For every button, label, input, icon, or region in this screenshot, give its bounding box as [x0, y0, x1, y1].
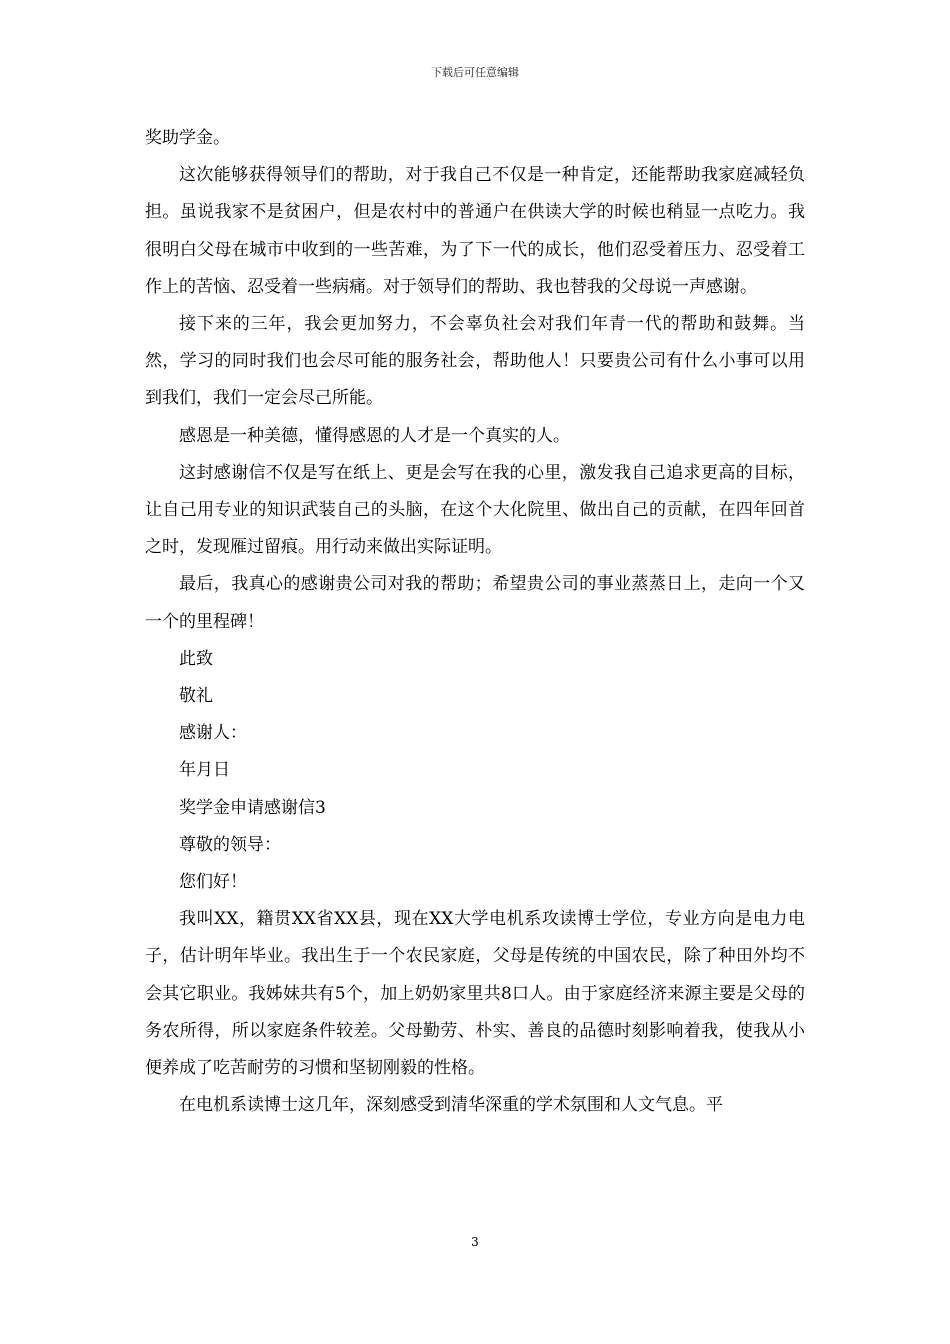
paragraph-continuation: 奖助学金。: [145, 128, 230, 148]
signature-label: 感谢人：: [179, 723, 247, 744]
closing-regards: 敬礼: [179, 686, 213, 707]
paragraph-letter-purpose: 这封感谢信不仅是写在纸上、更是会写在我的心里，激发我自己追求更高的目标，让自己用专业的知识武装自己的头脑，在这个大化院里、做出自己的贡献，在四年回首之时，发现雁过留痕。用行动来做出实际证明。: [145, 462, 805, 558]
section-title: 奖学金申请感谢信3: [179, 797, 326, 818]
page-header: 下载后可任意编辑: [431, 66, 519, 79]
letter-hello: 您们好！: [179, 872, 247, 893]
paragraph-gratitude-help: 这次能够获得领导们的帮助，对于我自己不仅是一种肯定，还能帮助我家庭减轻负担。虽说我家不是贫困户，但是农村中的普通户在供读大学的时候也稍显一点吃力。我很明白父母在城市中收到的一些苦难，为了下一代的成长，他们忍受着压力、忍受着工作上的苦恼、忍受着一些病痛。对于领导们的帮助、我也替我的父母说一声感谢。: [145, 165, 805, 297]
date-line: 年月日: [179, 760, 230, 781]
paragraph-phd-years: 在电机系读博士这几年，深刻感受到清华深重的学术氛围和人文气息。平: [179, 1095, 723, 1116]
page-number: 3: [471, 1235, 479, 1249]
letter-greeting: 尊敬的领导：: [179, 834, 281, 855]
document-body: [145, 120, 805, 1124]
paragraph-closing-thanks: 最后，我真心的感谢贵公司对我的帮助；希望贵公司的事业蒸蒸日上，走向一个又一个的里程碑！: [145, 574, 805, 632]
closing-salutation: 此致: [179, 648, 213, 669]
paragraph-gratitude-virtue: 感恩是一种美德，懂得感恩的人才是一个真实的人。: [179, 425, 570, 446]
paragraph-self-introduction: 我叫XX，籍贯XX省XX县，现在XX大学电机系攻读博士学位，专业方向是电力电子，估计明年毕业。我出生于一个农民家庭，父母是传统的中国农民，除了种田外均不会其它职业。我姊妹共有5个，加上奶奶家里共8口人。由于家庭经济来源主要是父母的务农所得，所以家庭条件较差。父母勤劳、朴实、善良的品德时刻影响着我，使我从小便养成了吃苦耐劳的习惯和坚韧刚毅的性格。: [145, 909, 805, 1079]
paragraph-next-three-years: 接下来的三年，我会更加努力，不会辜负社会对我们年青一代的帮助和鼓舞。当然，学习的同时我们也会尽可能的服务社会，帮助他人！只要贵公司有什么小事可以用到我们，我们一定会尽己所能。: [145, 314, 805, 409]
